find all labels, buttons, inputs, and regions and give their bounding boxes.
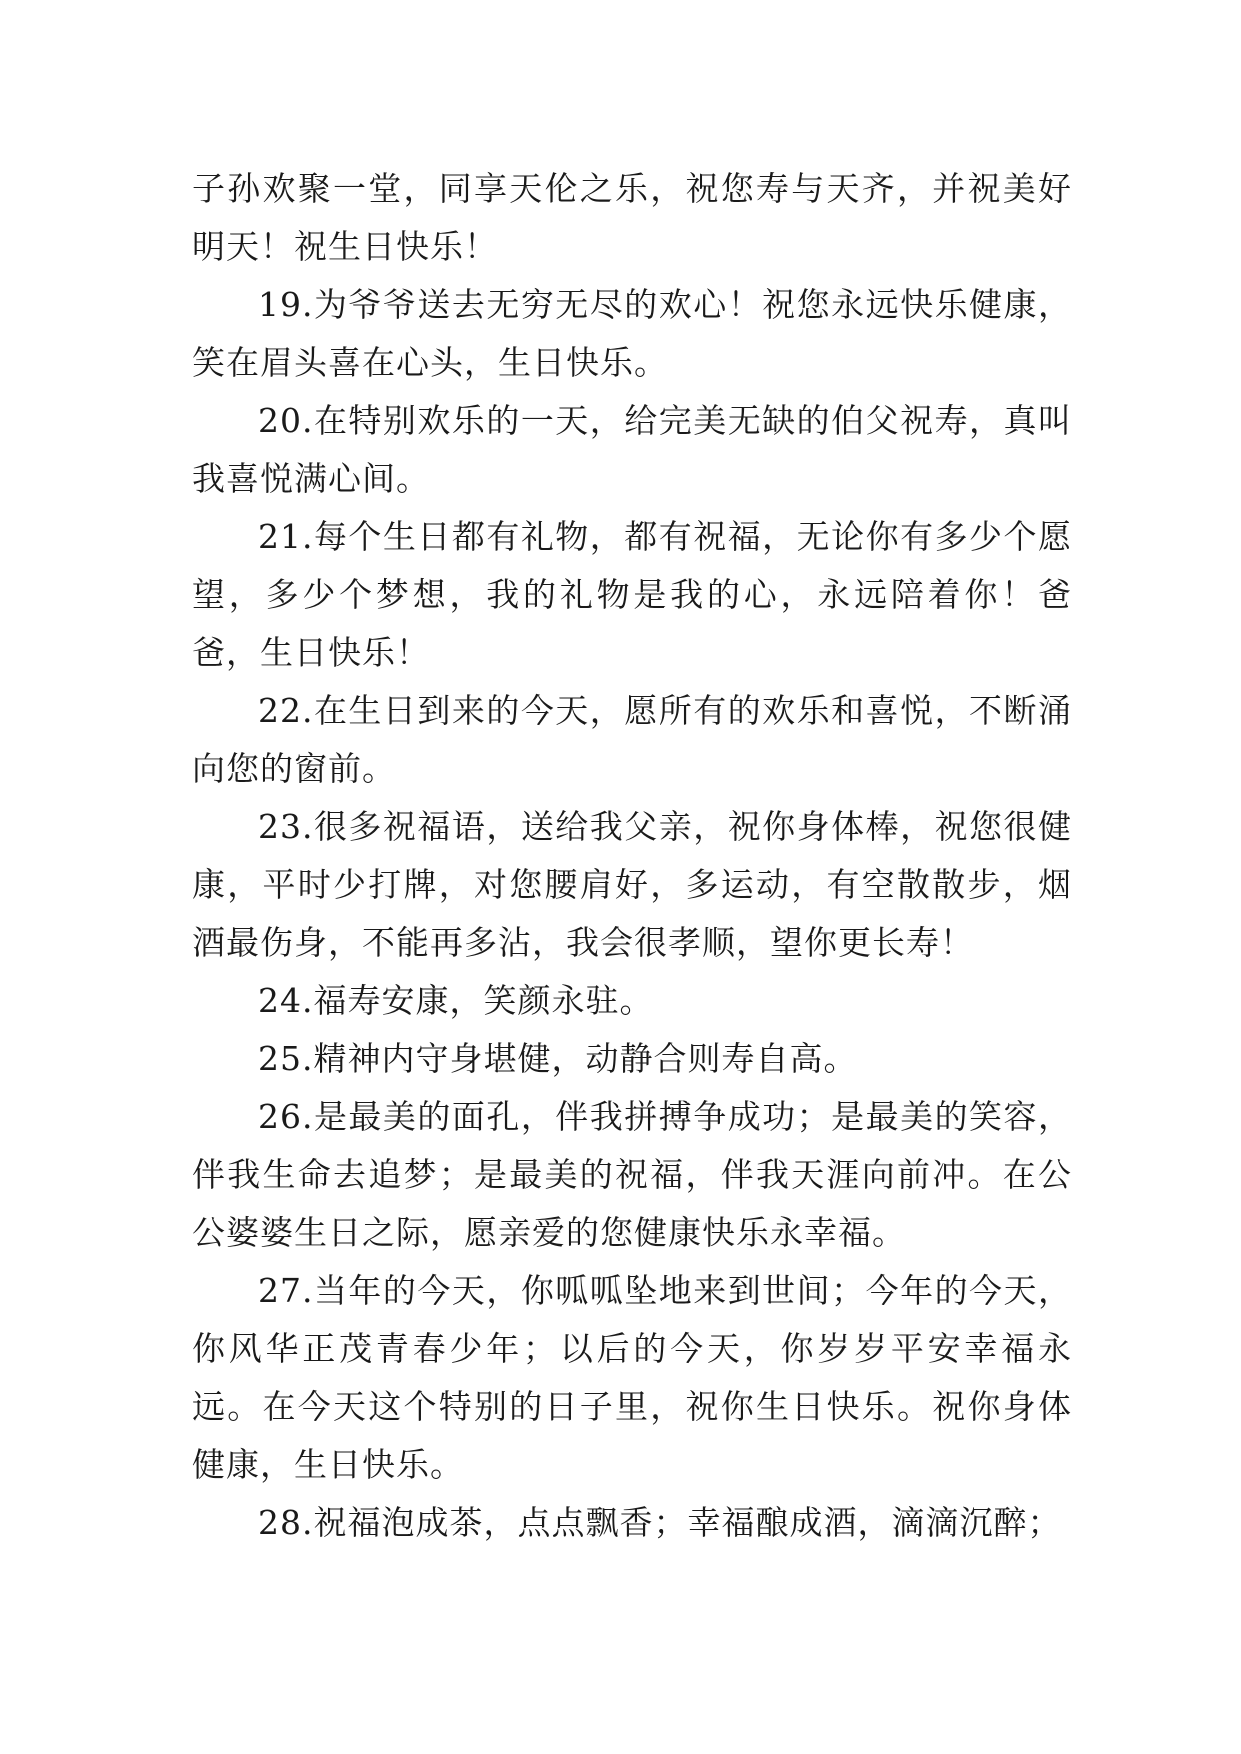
- paragraph-item-24: 24.福寿安康，笑颜永驻。: [258, 981, 654, 1020]
- paragraph-item-25: 25.精神内守身堪健，动静合则寿自高。: [258, 1039, 858, 1078]
- paragraph-item-22: 22.在生日到来的今天，愿所有的欢乐和喜悦，不断涌向您的窗前。: [192, 691, 1072, 788]
- paragraph-item-27: 27.当年的今天，你呱呱坠地来到世间；今年的今天，你风华正茂青春少年；以后的今天，你岁岁平安幸福永远。在今天这个特别的日子里，祝你生日快乐。祝你身体健康，生日快乐。: [192, 1271, 1072, 1484]
- paragraph-item-23: 23.很多祝福语，送给我父亲，祝你身体棒，祝您很健康，平时少打牌，对您腰肩好，多运动，有空散散步，烟酒最伤身，不能再多沾，我会很孝顺，望你更长寿！: [192, 807, 1072, 962]
- paragraph-item-20: 20.在特别欢乐的一天，给完美无缺的伯父祝寿，真叫我喜悦满心间。: [192, 401, 1072, 498]
- paragraph-item-19: 19.为爷爷送去无穷无尽的欢心！祝您永远快乐健康，笑在眉头喜在心头，生日快乐。: [192, 285, 1072, 382]
- paragraph-item-26: 26.是最美的面孔，伴我拼搏争成功；是最美的笑容，伴我生命去追梦；是最美的祝福，伴我天涯向前冲。在公公婆婆生日之际，愿亲爱的您健康快乐永幸福。: [192, 1097, 1072, 1252]
- paragraph-item-28: 28.祝福泡成茶，点点飘香；幸福酿成酒，滴滴沉醉；: [258, 1503, 1062, 1542]
- paragraph-item-21: 21.每个生日都有礼物，都有祝福，无论你有多少个愿望，多少个梦想，我的礼物是我的心，永远陪着你！爸爸，生日快乐！: [192, 517, 1072, 672]
- paragraph-continuation: 子孙欢聚一堂，同享天伦之乐，祝您寿与天齐，并祝美好明天！祝生日快乐！: [192, 169, 1072, 266]
- document-body: [192, 160, 1072, 1552]
